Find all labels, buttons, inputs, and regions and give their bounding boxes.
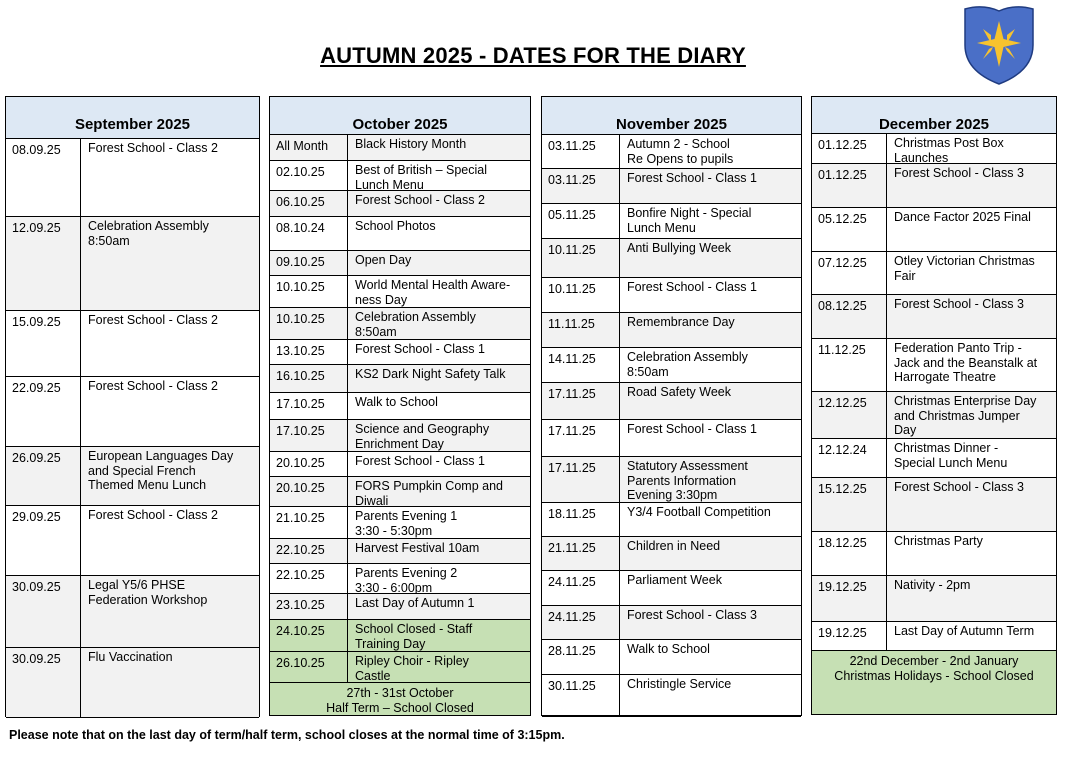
event-row — [542, 239, 801, 278]
month-panel-september — [5, 96, 260, 717]
event-date: 19.12.25 — [812, 622, 887, 652]
event-row — [812, 532, 1056, 576]
event-description: Forest School - Class 3 — [894, 166, 1024, 180]
event-row — [812, 295, 1056, 339]
event-date: 05.11.25 — [542, 204, 620, 238]
event-description: Forest School - Class 2 — [88, 379, 218, 393]
event-date: 30.09.25 — [6, 576, 81, 647]
event-description: Christingle Service — [627, 677, 732, 691]
month-panel-december — [811, 96, 1057, 715]
event-description: Ripley Choir - Ripley Castle — [355, 654, 469, 683]
event-date: 17.10.25 — [270, 393, 348, 419]
event-description: Celebration Assembly 8:50am — [88, 219, 209, 248]
event-description: Y3/4 Football Competition — [627, 505, 771, 519]
event-row — [812, 339, 1056, 392]
month-panel-november — [541, 96, 802, 716]
event-date: 22.09.25 — [6, 377, 81, 446]
event-description: Forest School - Class 3 — [627, 608, 757, 622]
event-row — [270, 161, 530, 191]
event-row — [270, 452, 530, 477]
event-description: Christmas Dinner - Special Lunch Menu — [894, 441, 1008, 470]
event-row — [270, 217, 530, 251]
holiday-banner: 22nd December - 2nd January Christmas Holidays - School Closed — [812, 650, 1056, 714]
event-row — [542, 537, 801, 571]
event-row — [6, 311, 259, 377]
event-date: 11.12.25 — [812, 339, 887, 391]
event-date: 28.11.25 — [542, 640, 620, 674]
event-row — [542, 348, 801, 383]
event-description: Forest School - Class 2 — [88, 508, 218, 522]
event-date: All Month — [270, 135, 348, 160]
event-date: 10.10.25 — [270, 276, 348, 307]
event-description: Christmas Post Box Launches — [894, 136, 1004, 165]
event-date: 17.10.25 — [270, 420, 348, 451]
event-date: 03.11.25 — [542, 169, 620, 203]
event-date: 11.11.25 — [542, 313, 620, 347]
event-date: 24.10.25 — [270, 620, 348, 651]
event-row — [6, 648, 259, 718]
event-description: Best of British – Special Lunch Menu — [355, 163, 488, 192]
event-description: Forest School - Class 2 — [88, 313, 218, 327]
event-row — [812, 576, 1056, 622]
event-date: 30.11.25 — [542, 675, 620, 716]
event-description: European Languages Day and Special French Themed Menu Lunch — [88, 449, 234, 492]
event-description: School Photos — [355, 219, 436, 233]
event-description: Nativity - 2pm — [894, 578, 971, 592]
event-description: Last Day of Autumn Term — [894, 624, 1035, 638]
event-row — [270, 507, 530, 539]
event-row — [812, 164, 1056, 208]
event-date: 26.09.25 — [6, 447, 81, 505]
event-description: Harvest Festival 10am — [355, 541, 480, 555]
month-heading: December 2025 — [812, 97, 1056, 134]
month-heading: November 2025 — [542, 97, 801, 135]
event-row — [812, 252, 1056, 295]
event-row — [542, 313, 801, 348]
page-title: AUTUMN 2025 - DATES FOR THE DIARY — [320, 43, 746, 68]
event-date: 07.12.25 — [812, 252, 887, 294]
month-heading: September 2025 — [6, 97, 259, 139]
event-date: 26.10.25 — [270, 652, 348, 683]
event-row — [542, 640, 801, 675]
event-row — [812, 439, 1056, 478]
event-date: 16.10.25 — [270, 365, 348, 392]
event-date: 08.10.24 — [270, 217, 348, 250]
event-date: 10.11.25 — [542, 239, 620, 277]
event-row — [542, 457, 801, 503]
event-description: Celebration Assembly 8:50am — [627, 350, 748, 379]
event-description: Road Safety Week — [627, 385, 731, 399]
event-date: 10.11.25 — [542, 278, 620, 312]
event-date: 12.09.25 — [6, 217, 81, 310]
event-row — [542, 503, 801, 537]
event-row — [542, 278, 801, 313]
event-description: Dance Factor 2025 Final — [894, 210, 1031, 224]
event-description: Children in Need — [627, 539, 721, 553]
event-description: Remembrance Day — [627, 315, 735, 329]
event-date: 17.11.25 — [542, 420, 620, 456]
event-date: 22.10.25 — [270, 564, 348, 593]
event-date: 05.12.25 — [812, 208, 887, 251]
event-description: Forest School - Class 1 — [627, 422, 757, 436]
event-row — [270, 340, 530, 365]
event-description: KS2 Dark Night Safety Talk — [355, 367, 506, 381]
event-row — [6, 576, 259, 648]
event-row — [542, 135, 801, 169]
event-row — [270, 276, 530, 308]
event-row — [270, 594, 530, 620]
event-date: 14.11.25 — [542, 348, 620, 382]
event-description: Last Day of Autumn 1 — [355, 596, 475, 610]
event-date: 15.09.25 — [6, 311, 81, 376]
event-description: Bonfire Night - Special Lunch Menu — [627, 206, 752, 235]
event-date: 09.10.25 — [270, 251, 348, 275]
event-row — [6, 139, 259, 217]
event-description: Forest School - Class 1 — [355, 454, 485, 468]
event-row — [270, 477, 530, 507]
event-date: 18.12.25 — [812, 532, 887, 575]
event-row — [812, 478, 1056, 532]
event-description: Forest School - Class 3 — [894, 297, 1024, 311]
event-date: 24.11.25 — [542, 606, 620, 639]
event-date: 29.09.25 — [6, 506, 81, 575]
event-date: 10.10.25 — [270, 308, 348, 339]
event-date: 20.10.25 — [270, 477, 348, 506]
event-row — [270, 251, 530, 276]
event-description: Parents Evening 2 3:30 - 6:00pm — [355, 566, 458, 595]
event-description: Parliament Week — [627, 573, 722, 587]
event-row — [270, 393, 530, 420]
event-date: 20.10.25 — [270, 452, 348, 476]
event-date: 13.10.25 — [270, 340, 348, 364]
event-description: FORS Pumpkin Comp and Diwali — [355, 479, 503, 508]
event-description: Walk to School — [355, 395, 438, 409]
event-row — [270, 620, 530, 652]
event-row — [542, 169, 801, 204]
event-date: 12.12.25 — [812, 392, 887, 438]
event-description: World Mental Health Aware- ness Day — [355, 278, 511, 307]
event-date: 02.10.25 — [270, 161, 348, 190]
footer-note: Please note that on the last day of term/half term, school closes at the normal time of 3:15pm. — [9, 728, 565, 742]
event-date: 21.10.25 — [270, 507, 348, 538]
event-row — [812, 622, 1056, 653]
event-row — [812, 134, 1056, 164]
event-date: 22.10.25 — [270, 539, 348, 563]
event-description: Flu Vaccination — [88, 650, 173, 664]
event-row — [542, 204, 801, 239]
event-row — [270, 539, 530, 564]
event-row — [270, 308, 530, 340]
event-date: 24.11.25 — [542, 571, 620, 605]
event-row — [542, 383, 801, 420]
event-description: Forest School - Class 2 — [355, 193, 485, 207]
event-date: 08.12.25 — [812, 295, 887, 338]
event-description: Celebration Assembly 8:50am — [355, 310, 476, 339]
event-date: 06.10.25 — [270, 191, 348, 216]
event-description: Black History Month — [355, 137, 467, 151]
event-date: 03.11.25 — [542, 135, 620, 168]
event-date: 15.12.25 — [812, 478, 887, 531]
event-row — [812, 392, 1056, 439]
event-row — [270, 652, 530, 684]
event-date: 01.12.25 — [812, 164, 887, 207]
event-description: Autumn 2 - School Re Opens to pupils — [627, 137, 734, 166]
event-row — [542, 571, 801, 606]
event-row — [6, 377, 259, 447]
event-row — [270, 191, 530, 217]
event-row — [542, 675, 801, 717]
event-description: Legal Y5/6 PHSE Federation Workshop — [88, 578, 208, 607]
event-date: 19.12.25 — [812, 576, 887, 621]
event-row — [270, 135, 530, 161]
event-description: Forest School - Class 1 — [355, 342, 485, 356]
event-description: Christmas Enterprise Day and Christmas Jumper Day — [894, 394, 1037, 437]
event-date: 30.09.25 — [6, 648, 81, 717]
event-row — [270, 365, 530, 393]
event-description: Christmas Party — [894, 534, 983, 548]
event-date: 01.12.25 — [812, 134, 887, 163]
event-row — [270, 564, 530, 594]
event-row — [6, 506, 259, 576]
month-heading: October 2025 — [270, 97, 530, 135]
event-date: 17.11.25 — [542, 383, 620, 419]
event-row — [6, 217, 259, 311]
event-row — [6, 447, 259, 506]
event-description: Forest School - Class 1 — [627, 280, 757, 294]
event-description: Science and Geography Enrichment Day — [355, 422, 490, 451]
event-description: Forest School - Class 1 — [627, 171, 757, 185]
event-description: Forest School - Class 2 — [88, 141, 218, 155]
event-description: Forest School - Class 3 — [894, 480, 1024, 494]
event-date: 18.11.25 — [542, 503, 620, 536]
event-date: 08.09.25 — [6, 139, 81, 216]
event-row — [542, 606, 801, 640]
event-description: Anti Bullying Week — [627, 241, 731, 255]
event-date: 12.12.24 — [812, 439, 887, 477]
school-crest-logo — [963, 5, 1035, 85]
event-description: Walk to School — [627, 642, 710, 656]
event-row — [542, 420, 801, 457]
event-description: Federation Panto Trip - Jack and the Beanstalk at Harrogate Theatre — [894, 341, 1038, 384]
event-row — [270, 420, 530, 452]
event-description: Open Day — [355, 253, 412, 267]
event-row — [812, 208, 1056, 252]
event-date: 23.10.25 — [270, 594, 348, 619]
event-description: Otley Victorian Christmas Fair — [894, 254, 1035, 283]
holiday-banner: 27th - 31st October Half Term – School Closed — [270, 682, 530, 715]
event-description: School Closed - Staff Training Day — [355, 622, 473, 651]
month-panel-october — [269, 96, 531, 716]
event-date: 17.11.25 — [542, 457, 620, 502]
event-date: 21.11.25 — [542, 537, 620, 570]
event-description: Statutory Assessment Parents Information Evening 3:30pm — [627, 459, 748, 502]
event-description: Parents Evening 1 3:30 - 5:30pm — [355, 509, 458, 538]
